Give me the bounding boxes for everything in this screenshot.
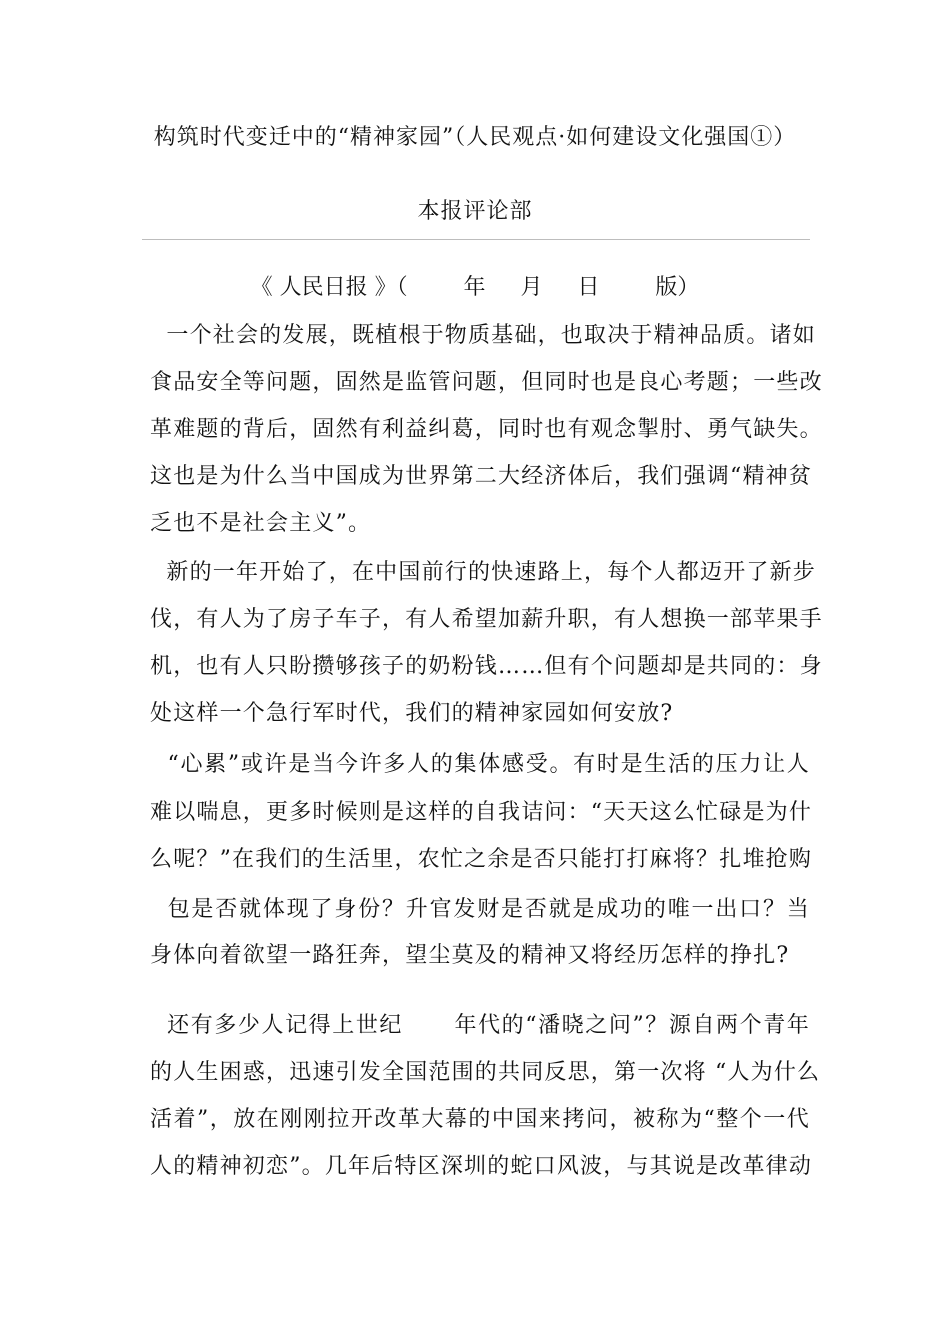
body-line: 新的一年开始了，在中国前行的快速路上，每个人都迈开了新步 [150, 560, 816, 585]
body-line: 还有多少人记得上世纪 年代的“潘晓之问”？源自两个青年 [150, 1013, 810, 1038]
body-line: 这也是为什么当中国成为世界第二大经济体后，我们强调“精神贫 [150, 464, 813, 489]
body-line: 难以喘息，更多时候则是这样的自我诘问：“天天这么忙碌是为什 [150, 800, 813, 825]
body-line: “心累”或许是当今许多人的集体感受。有时是生活的压力让人 [150, 752, 810, 777]
body-line: 乏也不是社会主义”。 [150, 511, 372, 536]
body-line: 食品安全等问题，固然是监管问题，但同时也是良心考题；一些改 [150, 370, 823, 395]
body-line: 身体向着欲望一路狂奔，望尘莫及的精神又将经历怎样的挣扎? [150, 943, 790, 968]
body-line: 机，也有人只盼攒够孩子的奶粉钱……但有个问题却是共同的：身 [150, 654, 823, 679]
body-line: 革难题的背后，固然有利益纠葛，同时也有观念掣肘、勇气缺失。 [150, 417, 823, 442]
body-line: 一个社会的发展，既植根于物质基础，也取决于精神品质。诸如 [150, 323, 816, 348]
body-line: 么呢？”在我们的生活里，农忙之余是否只能打打麻将？扎堆抢购 [150, 847, 813, 872]
article-title: 构筑时代变迁中的“精神家园”（人民观点·如何建设文化强国①） [153, 125, 797, 150]
body-line: 活着”，放在刚刚拉开改革大幕的中国来拷问，被称为“整个一代 [150, 1107, 810, 1132]
article-author: 本报评论部 [417, 199, 533, 224]
body-line: 处这样一个急行军时代，我们的精神家园如何安放? [150, 701, 674, 726]
body-line: 人的精神初恋”。几年后特区深圳的蛇口风波，与其说是改革律动 [150, 1154, 813, 1179]
body-line: 的人生困惑，迅速引发全国范围的共同反思，第一次将 “人为什么 [150, 1060, 821, 1085]
body-line: 伐，有人为了房子车子，有人希望加薪升职，有人想换一部苹果手 [150, 607, 823, 632]
title-divider [142, 239, 810, 240]
body-line: 包是否就体现了身份？升官发财是否就是成功的唯一出口？当 [150, 897, 810, 922]
publication-source: 《 人民日报 》（ 年 月 日 版） [250, 275, 700, 300]
